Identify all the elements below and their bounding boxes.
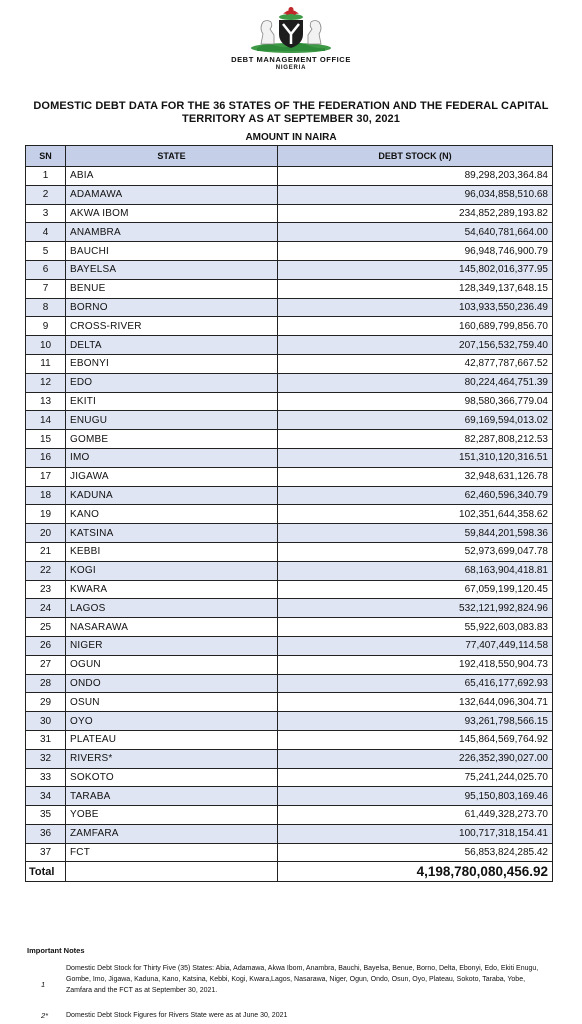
row-sn: 25 (26, 618, 66, 637)
row-sn: 24 (26, 599, 66, 618)
table-row (26, 223, 553, 242)
document-title-line2: TERRITORY AS AT SEPTEMBER 30, 2021 (182, 113, 400, 125)
row-state: OYO (66, 712, 278, 731)
table-row (26, 392, 553, 411)
column-header-debt-stock: DEBT STOCK (N) (278, 146, 553, 167)
row-sn: 27 (26, 655, 66, 674)
row-sn: 7 (26, 279, 66, 298)
note-marker: 2* (41, 1011, 49, 1020)
row-sn: 11 (26, 354, 66, 373)
row-sn: 3 (26, 204, 66, 223)
row-debt-stock: 80,224,464,751.39 (278, 373, 553, 392)
row-debt-stock: 151,310,120,316.51 (278, 448, 553, 467)
table-row (26, 542, 553, 561)
row-sn: 12 (26, 373, 66, 392)
row-debt-stock: 68,163,904,418.81 (278, 561, 553, 580)
row-sn: 26 (26, 636, 66, 655)
total-state-cell (66, 862, 278, 882)
row-state: ONDO (66, 674, 278, 693)
table-row (26, 336, 553, 355)
row-state: LAGOS (66, 599, 278, 618)
table-row (26, 824, 553, 843)
row-state: BENUE (66, 279, 278, 298)
row-state: ADAMAWA (66, 185, 278, 204)
row-debt-stock: 226,352,390,027.00 (278, 749, 553, 768)
row-state: BAYELSA (66, 260, 278, 279)
row-state: JIGAWA (66, 467, 278, 486)
row-sn: 31 (26, 730, 66, 749)
row-debt-stock: 234,852,289,193.82 (278, 204, 553, 223)
row-debt-stock: 65,416,177,692.93 (278, 674, 553, 693)
table-row (26, 693, 553, 712)
row-state: NASARAWA (66, 618, 278, 637)
table-row (26, 505, 553, 524)
row-debt-stock: 75,241,244,025.70 (278, 768, 553, 787)
row-state: ENUGU (66, 411, 278, 430)
table-row (26, 806, 553, 825)
row-state: EDO (66, 373, 278, 392)
row-sn: 9 (26, 317, 66, 336)
row-sn: 22 (26, 561, 66, 580)
table-row (26, 448, 553, 467)
table-row (26, 242, 553, 261)
row-state: TARABA (66, 787, 278, 806)
table-row (26, 599, 553, 618)
row-debt-stock: 54,640,781,664.00 (278, 223, 553, 242)
row-debt-stock: 145,864,569,764.92 (278, 730, 553, 749)
row-sn: 5 (26, 242, 66, 261)
row-state: KATSINA (66, 524, 278, 543)
office-name (0, 56, 582, 72)
row-sn: 18 (26, 486, 66, 505)
row-debt-stock: 160,689,799,856.70 (278, 317, 553, 336)
table-row (26, 674, 553, 693)
row-debt-stock: 59,844,201,598.36 (278, 524, 553, 543)
row-sn: 29 (26, 693, 66, 712)
row-debt-stock: 52,973,699,047.78 (278, 542, 553, 561)
table-row (26, 843, 553, 862)
total-amount: 4,198,780,080,456.92 (278, 862, 553, 882)
row-debt-stock: 69,169,594,013.02 (278, 411, 553, 430)
row-debt-stock: 82,287,808,212.53 (278, 430, 553, 449)
row-state: SOKOTO (66, 768, 278, 787)
row-sn: 14 (26, 411, 66, 430)
row-sn: 13 (26, 392, 66, 411)
note-marker: 1 (41, 980, 46, 989)
table-row (26, 317, 553, 336)
row-state: AKWA IBOM (66, 204, 278, 223)
row-state: YOBE (66, 806, 278, 825)
table-header-row (26, 146, 553, 167)
table-body (26, 167, 553, 862)
table-row (26, 260, 553, 279)
row-state: KEBBI (66, 542, 278, 561)
row-sn: 17 (26, 467, 66, 486)
row-state: EBONYI (66, 354, 278, 373)
row-debt-stock: 32,948,631,126.78 (278, 467, 553, 486)
row-state: KANO (66, 505, 278, 524)
row-sn: 10 (26, 336, 66, 355)
row-state: ABIA (66, 167, 278, 186)
table-row (26, 486, 553, 505)
notes-heading: Important Notes (27, 946, 85, 955)
table-row (26, 636, 553, 655)
column-header-sn: SN (26, 146, 66, 167)
row-state: BAUCHI (66, 242, 278, 261)
office-country: NIGERIA (275, 65, 307, 71)
table-row (26, 430, 553, 449)
table-row (26, 298, 553, 317)
row-debt-stock: 532,121,992,824.96 (278, 599, 553, 618)
total-row (26, 862, 553, 882)
row-sn: 20 (26, 524, 66, 543)
row-debt-stock: 62,460,596,340.79 (278, 486, 553, 505)
row-state: EKITI (66, 392, 278, 411)
coat-of-arms-icon (243, 6, 339, 54)
row-debt-stock: 56,853,824,285.42 (278, 843, 553, 862)
column-header-state: STATE (66, 146, 278, 167)
table-row (26, 167, 553, 186)
row-debt-stock: 42,877,787,667.52 (278, 354, 553, 373)
row-state: ANAMBRA (66, 223, 278, 242)
row-state: CROSS-RIVER (66, 317, 278, 336)
office-name-text: DEBT MANAGEMENT OFFICE (231, 55, 351, 64)
table-row (26, 655, 553, 674)
row-sn: 2 (26, 185, 66, 204)
total-label: Total (26, 862, 66, 882)
row-debt-stock: 77,407,449,114.58 (278, 636, 553, 655)
table-row (26, 749, 553, 768)
row-sn: 4 (26, 223, 66, 242)
table-row (26, 712, 553, 731)
row-debt-stock: 103,933,550,236.49 (278, 298, 553, 317)
row-state: GOMBE (66, 430, 278, 449)
row-state: DELTA (66, 336, 278, 355)
row-sn: 37 (26, 843, 66, 862)
row-debt-stock: 98,580,366,779.04 (278, 392, 553, 411)
table-row (26, 467, 553, 486)
row-debt-stock: 207,156,532,759.40 (278, 336, 553, 355)
row-state: FCT (66, 843, 278, 862)
row-debt-stock: 192,418,550,904.73 (278, 655, 553, 674)
row-sn: 30 (26, 712, 66, 731)
row-debt-stock: 145,802,016,377.95 (278, 260, 553, 279)
table-row (26, 204, 553, 223)
row-state: NIGER (66, 636, 278, 655)
row-sn: 16 (26, 448, 66, 467)
row-debt-stock: 67,059,199,120.45 (278, 580, 553, 599)
row-debt-stock: 95,150,803,169.46 (278, 787, 553, 806)
row-debt-stock: 61,449,328,273.70 (278, 806, 553, 825)
document-title-line1: DOMESTIC DEBT DATA FOR THE 36 STATES OF THE FEDERATION AND THE FEDERAL CAPITAL (33, 100, 549, 112)
row-state: IMO (66, 448, 278, 467)
row-sn: 8 (26, 298, 66, 317)
row-sn: 33 (26, 768, 66, 787)
note-text: Domestic Debt Stock Figures for Rivers State were as at June 30, 2021 (66, 1012, 288, 1019)
note-text: Domestic Debt Stock for Thirty Five (35) States: Abia, Adamawa, Akwa Ibom, Anambra, Bauchi, Bayelsa, Benue, Borno, Delta, Ebonyi, Edo, Ekiti Enugu, Gombe, Imo, Jigawa, Kaduna, Kano, Katsina, Kebbi, Kogi, Kwara,Lagos, Nasarawa, Niger, Ogun, Ondo, Osun, Oyo, Plateau, Sokoto, Taraba, Yobe, Zamfara and the FCT as at September 30, 2021. (66, 965, 539, 994)
table-row (26, 787, 553, 806)
row-debt-stock: 102,351,644,358.62 (278, 505, 553, 524)
row-sn: 35 (26, 806, 66, 825)
table-row (26, 185, 553, 204)
row-state: BORNO (66, 298, 278, 317)
table-row (26, 524, 553, 543)
row-sn: 19 (26, 505, 66, 524)
table-row (26, 561, 553, 580)
row-state: OSUN (66, 693, 278, 712)
table-row (26, 373, 553, 392)
row-state: RIVERS* (66, 749, 278, 768)
table-row (26, 580, 553, 599)
row-debt-stock: 89,298,203,364.84 (278, 167, 553, 186)
row-sn: 32 (26, 749, 66, 768)
row-state: KOGI (66, 561, 278, 580)
coat-of-arms-logo (0, 6, 582, 54)
row-debt-stock: 128,349,137,648.15 (278, 279, 553, 298)
row-sn: 6 (26, 260, 66, 279)
table-row (26, 279, 553, 298)
row-state: OGUN (66, 655, 278, 674)
table-row (26, 411, 553, 430)
row-debt-stock: 96,034,858,510.68 (278, 185, 553, 204)
row-sn: 34 (26, 787, 66, 806)
document-title (10, 100, 572, 126)
row-sn: 15 (26, 430, 66, 449)
table-row (26, 618, 553, 637)
row-debt-stock: 132,644,096,304.71 (278, 693, 553, 712)
row-state: KADUNA (66, 486, 278, 505)
amount-unit-label: AMOUNT IN NAIRA (245, 132, 337, 143)
table-row (26, 354, 553, 373)
table-row (26, 730, 553, 749)
row-sn: 21 (26, 542, 66, 561)
row-debt-stock: 55,922,603,083.83 (278, 618, 553, 637)
debt-table (25, 145, 553, 882)
row-state: ZAMFARA (66, 824, 278, 843)
table-row (26, 768, 553, 787)
row-debt-stock: 100,717,318,154.41 (278, 824, 553, 843)
row-sn: 23 (26, 580, 66, 599)
row-debt-stock: 93,261,798,566.15 (278, 712, 553, 731)
row-sn: 28 (26, 674, 66, 693)
row-sn: 36 (26, 824, 66, 843)
row-sn: 1 (26, 167, 66, 186)
row-state: PLATEAU (66, 730, 278, 749)
row-debt-stock: 96,948,746,900.79 (278, 242, 553, 261)
row-state: KWARA (66, 580, 278, 599)
